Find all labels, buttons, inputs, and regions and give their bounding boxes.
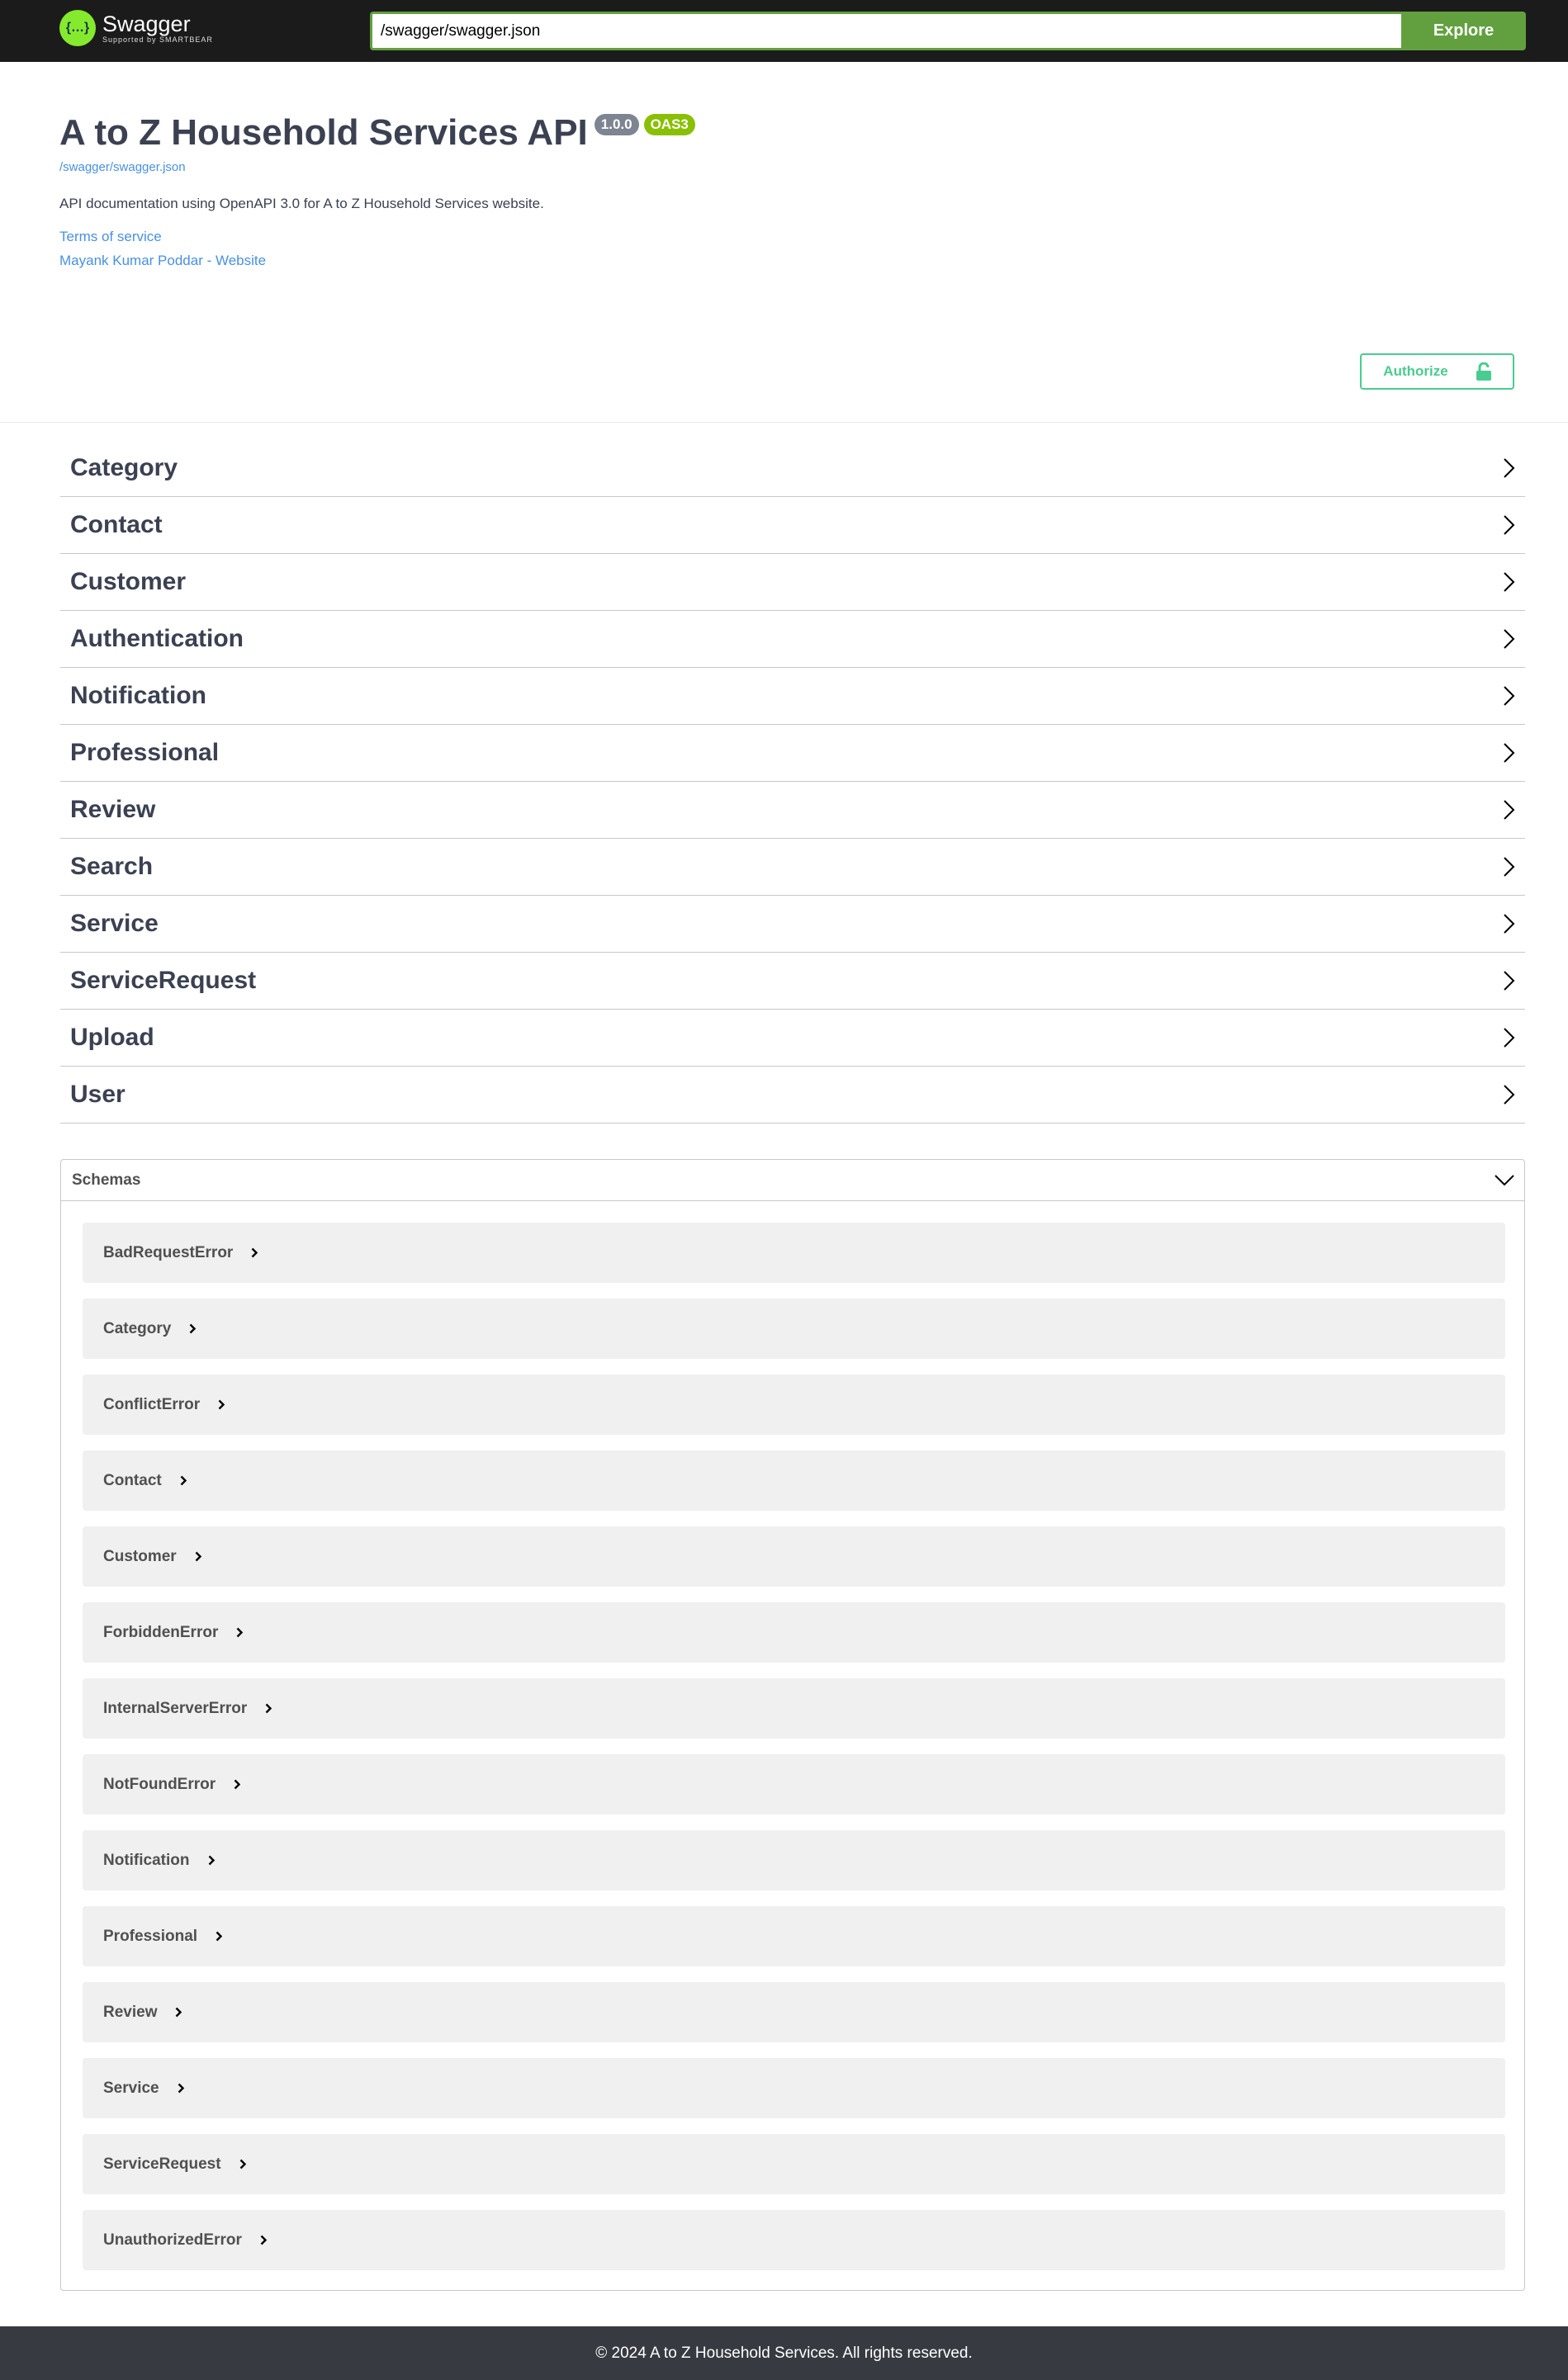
chevron-right-icon[interactable] — [1504, 857, 1515, 877]
chevron-right-icon[interactable] — [251, 1247, 258, 1258]
schemas-section — [60, 1159, 1525, 2291]
unlock-icon — [1476, 362, 1491, 381]
chevron-right-icon[interactable] — [1504, 629, 1515, 649]
chevron-right-icon[interactable] — [1504, 743, 1515, 763]
chevron-right-icon[interactable] — [195, 1551, 202, 1562]
schema-contact[interactable] — [83, 1450, 1505, 1511]
tag-section-professional[interactable] — [60, 725, 1525, 782]
tag-section-authentication[interactable] — [60, 611, 1525, 668]
chevron-right-icon[interactable] — [1504, 458, 1515, 478]
footer: © 2024 A to Z Household Services. All rights reserved. — [0, 2326, 1568, 2380]
schema-name: Category — [103, 1319, 172, 1337]
schema-servicerequest[interactable] — [83, 2134, 1505, 2194]
spec-url-input[interactable] — [370, 12, 1402, 50]
terms-of-service-link[interactable]: Terms of service — [59, 229, 162, 244]
schema-unauthorizederror[interactable] — [83, 2210, 1505, 2270]
chevron-right-icon[interactable] — [189, 1323, 197, 1334]
chevron-right-icon[interactable] — [1504, 971, 1515, 991]
chevron-right-icon[interactable] — [239, 2159, 247, 2169]
schema-name: ConflictError — [103, 1395, 201, 1413]
oas-badge: OAS3 — [644, 114, 695, 135]
chevron-right-icon[interactable] — [180, 1475, 187, 1486]
schema-name: BadRequestError — [103, 1243, 234, 1261]
tag-section-servicerequest[interactable] — [60, 953, 1525, 1010]
tag-section-search[interactable] — [60, 839, 1525, 896]
chevron-right-icon[interactable] — [260, 2235, 268, 2245]
schema-name: Service — [103, 2079, 159, 2097]
chevron-right-icon[interactable] — [1504, 1085, 1515, 1105]
schema-name: Customer — [103, 1547, 177, 1565]
logo-subtext: Supported by SMARTBEAR — [102, 35, 213, 44]
chevron-right-icon[interactable] — [208, 1855, 216, 1866]
tag-label: Upload — [70, 1024, 154, 1051]
tag-label: Contact — [70, 511, 163, 538]
schema-category[interactable] — [83, 1299, 1505, 1359]
explore-button[interactable]: Explore — [1401, 12, 1526, 50]
divider — [0, 422, 1568, 423]
schema-name: Professional — [103, 1927, 198, 1945]
tag-section-contact[interactable] — [60, 497, 1525, 554]
schema-name: InternalServerError — [103, 1699, 248, 1717]
chevron-right-icon[interactable] — [218, 1399, 225, 1410]
chevron-right-icon[interactable] — [1504, 515, 1515, 535]
schema-name: NotFoundError — [103, 1775, 216, 1793]
page-title: A to Z Household Services API — [59, 112, 588, 153]
top-bar — [0, 0, 1568, 62]
tag-label: ServiceRequest — [70, 967, 257, 994]
schema-internalservererror[interactable] — [83, 1678, 1505, 1739]
schema-name: UnauthorizedError — [103, 2231, 242, 2249]
tag-section-review[interactable] — [60, 782, 1525, 839]
tag-label: Customer — [70, 568, 187, 595]
tag-label: Review — [70, 796, 156, 823]
schema-name: Review — [103, 2003, 158, 2021]
authorize-button[interactable] — [1360, 353, 1514, 390]
schema-badrequesterror[interactable] — [83, 1223, 1505, 1283]
tag-section-customer[interactable] — [60, 554, 1525, 611]
chevron-right-icon[interactable] — [1504, 572, 1515, 592]
tag-section-user[interactable] — [60, 1067, 1525, 1124]
chevron-right-icon[interactable] — [1504, 686, 1515, 706]
tag-section-upload[interactable] — [60, 1010, 1525, 1067]
tag-section-notification[interactable] — [60, 668, 1525, 725]
chevron-right-icon[interactable] — [236, 1627, 244, 1638]
schema-name: Contact — [103, 1471, 162, 1489]
schema-name: ForbiddenError — [103, 1623, 219, 1641]
schemas-header[interactable] — [61, 1160, 1524, 1201]
tag-section-category[interactable] — [60, 440, 1525, 497]
tag-label: Search — [70, 853, 154, 880]
chevron-right-icon[interactable] — [234, 1779, 241, 1790]
authorize-label: Authorize — [1383, 363, 1448, 379]
spec-url-link[interactable]: /swagger/swagger.json — [59, 160, 186, 174]
schema-forbiddenerror[interactable] — [83, 1602, 1505, 1663]
api-description: API documentation using OpenAPI 3.0 for A to Z Household Services website. — [59, 196, 544, 211]
logo-text: Swagger — [102, 12, 191, 36]
tag-label: Authentication — [70, 625, 244, 652]
schema-professional[interactable] — [83, 1906, 1505, 1966]
tag-label: Notification — [70, 682, 206, 709]
chevron-right-icon[interactable] — [1504, 800, 1515, 820]
chevron-right-icon[interactable] — [178, 2083, 185, 2094]
tag-list — [60, 440, 1525, 1124]
chevron-right-icon[interactable] — [216, 1931, 223, 1942]
schema-name: ServiceRequest — [103, 2155, 221, 2173]
chevron-right-icon[interactable] — [1504, 1028, 1515, 1048]
schemas-title: Schemas — [72, 1171, 141, 1189]
swagger-logo[interactable] — [59, 10, 213, 46]
tag-section-service[interactable] — [60, 896, 1525, 953]
api-title-row — [59, 112, 695, 154]
chevron-right-icon[interactable] — [175, 2007, 182, 2018]
swagger-logo-icon: {…} — [59, 10, 96, 46]
tag-label: User — [70, 1081, 126, 1108]
tag-label: Category — [70, 454, 178, 481]
contact-website-link[interactable]: Mayank Kumar Poddar - Website — [59, 253, 267, 268]
schema-service[interactable] — [83, 2058, 1505, 2118]
schema-name: Notification — [103, 1851, 190, 1869]
version-badge: 1.0.0 — [595, 114, 639, 135]
schema-customer[interactable] — [83, 1526, 1505, 1587]
schema-notification[interactable] — [83, 1830, 1505, 1890]
schema-conflicterror[interactable] — [83, 1375, 1505, 1435]
chevron-right-icon[interactable] — [1504, 914, 1515, 934]
tag-label: Service — [70, 910, 159, 937]
schema-review[interactable] — [83, 1982, 1505, 2042]
tag-label: Professional — [70, 739, 220, 766]
chevron-right-icon[interactable] — [265, 1703, 272, 1714]
schema-notfounderror[interactable] — [83, 1754, 1505, 1815]
chevron-down-icon[interactable] — [1495, 1175, 1514, 1186]
